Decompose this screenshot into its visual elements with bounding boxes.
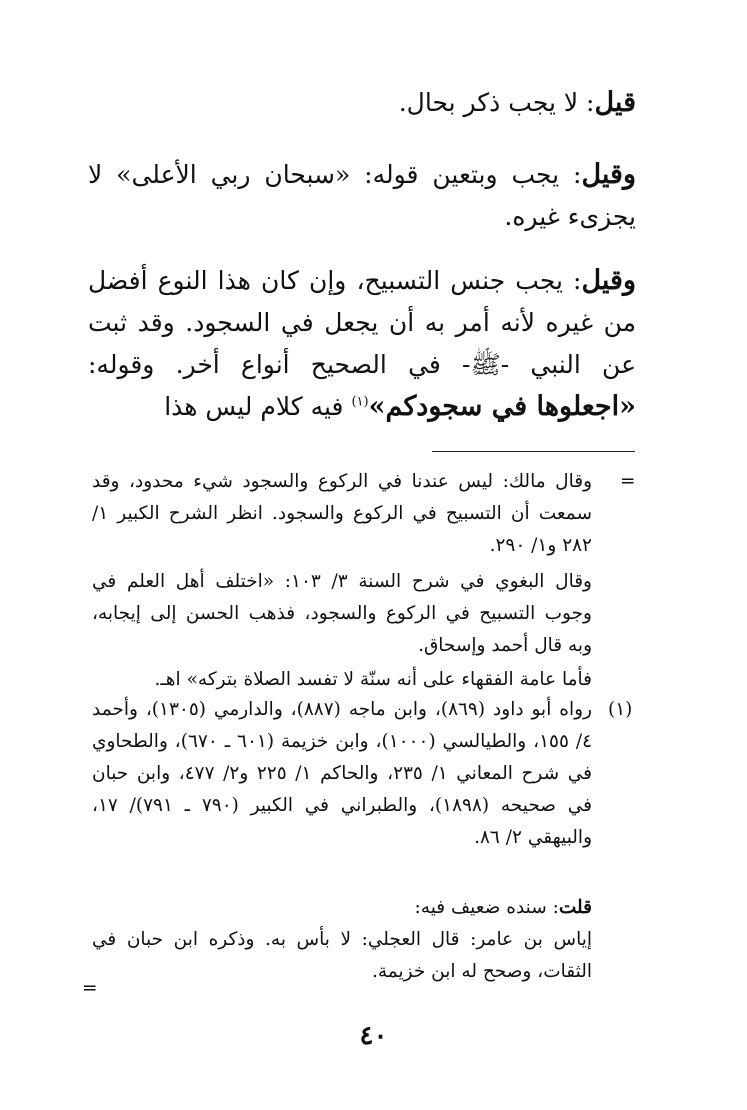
paragraph-label: وقيل [581, 265, 636, 296]
continues-marker: = [82, 978, 98, 999]
hadith-quote: «اجعلوها في سجودكم» [368, 391, 636, 422]
footnote-paragraph-fuqaha: فأما عامة الفقهاء على أنه سنّة لا تفسد الصلاة بتركه» اهـ. [154, 669, 592, 690]
footnote-paragraph-iyas: إياس بن عامر: قال العجلي: لا بأس به. وذكره ابن حبان في الثقات، وصحح له ابن خزيمة. [92, 929, 592, 982]
paragraph-text-end: فيه كلام ليس هذا [164, 392, 352, 421]
footnote-qult [92, 892, 592, 924]
paragraph-text: : يجب وبتعين قوله: «سبحان ربي الأعلى» لا يجزىء غيره. [88, 160, 636, 231]
qult-label: قلت [558, 897, 592, 918]
page-number: ٤٠ [359, 1021, 388, 1051]
footnote-1-text: رواه أبو داود (٨٦٩)، وابن ماجه (٨٨٧)، والدارمي (١٣٠٥)، وأحمد ٤/ ١٥٥، والطيالسي (١٠٠٠)، وابن خزيمة (٦٠١ ـ ٦٧٠)، والطحاوي في شرح المعاني ١/ ٢٣٥، والحاكم ١/ ٢٢٥ و٢/ ٤٧٧، وابن حبان في صحيحه (١٨٩٨)، والطبراني في الكبير (٧٩٠ ـ ٧٩١)/ ١٧، والبيهقي ٢/ ٨٦. [92, 699, 592, 848]
main-paragraph-1 [88, 82, 636, 124]
footnote-number: (١) [608, 699, 633, 720]
footnote-paragraph-baghawi: وقال البغوي في شرح السنة ٣/ ١٠٣: «اختلف أهل العلم في وجوب التسبيح في الركوع والسجود، فذهب الحسن إلى إيجابه، وبه قال أحمد وإسحاق. [92, 571, 592, 656]
footnote-reference: (١) [351, 394, 369, 410]
paragraph-label: قيل [594, 87, 636, 118]
main-paragraph-2 [88, 154, 636, 238]
continued-marker: = [620, 471, 636, 492]
paragraph-text: : لا يجب ذكر بحال. [398, 88, 595, 117]
qult-text: : سنده ضعيف فيه: [414, 897, 559, 918]
footnote-paragraph-malik: وقال مالك: ليس عندنا في الركوع والسجود شيء محدود، وقد سمعت أن التسبيح في الركوع والسجود. انظر الشرح الكبير ١/ ٢٨٢ و١/ ٢٩٠. [92, 471, 592, 556]
main-paragraph-3 [88, 260, 636, 428]
paragraph-label: وقيل [581, 159, 636, 190]
footnote-separator [432, 451, 635, 452]
paragraph-text: : يجب جنس التسبيح، وإن كان هذا النوع أفضل من غيره لأنه أمر به أن يجعل في السجود. وقد ثبت عن النبي -ﷺ- في الصحيح أنواع أخر. وقوله: [88, 266, 636, 379]
